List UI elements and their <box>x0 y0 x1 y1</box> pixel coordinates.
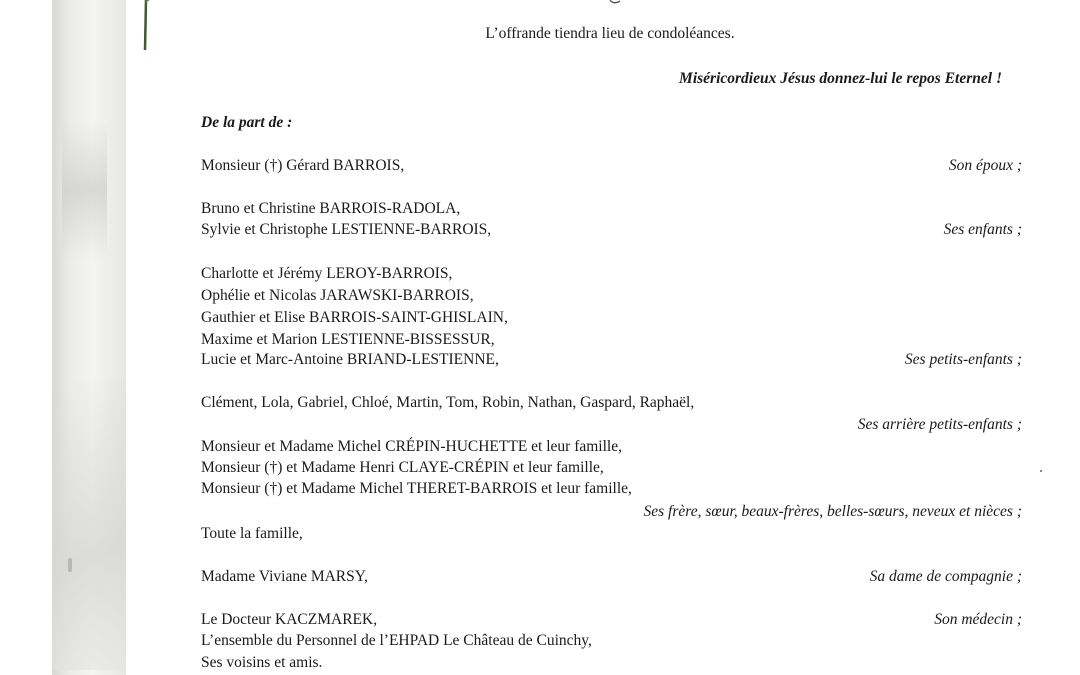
scan-speck <box>1040 470 1042 472</box>
dame-compagnie-name: Madame Viviane MARSY, <box>201 568 368 585</box>
petit-enfant-name: Lucie et Marc-Antoine BRIAND-LESTIENNE, <box>201 351 499 368</box>
de-la-part-heading: De la part de : <box>201 114 293 131</box>
prayer-line: Miséricordieux Jésus donnez-lui le repos Eternel ! <box>679 70 1002 87</box>
photo-shade <box>52 380 126 670</box>
petit-enfant-name: Maxime et Marion LESTIENNE-BISSESSUR, <box>201 331 495 348</box>
photo-shade <box>62 120 107 260</box>
petit-enfant-name: Gauthier et Elise BARROIS-SAINT-GHISLAIN, <box>201 309 508 326</box>
photo-speck <box>68 558 72 572</box>
medecin-role: Son médecin ; <box>934 611 1022 628</box>
dame-compagnie-role: Sa dame de compagnie ; <box>869 568 1022 585</box>
enfant-name: Sylvie et Christophe LESTIENNE-BARROIS, <box>201 221 492 238</box>
toute-la-famille: Toute la famille, <box>201 525 303 542</box>
photo-strip <box>52 0 126 675</box>
frere-soeur-name: Monsieur (†) et Madame Henri CLAYE-CRÉPIN et leur famille, <box>201 459 604 476</box>
offrande-line: L’offrande tiendra lieu de condoléances. <box>485 25 735 42</box>
arriere-petits-enfants-role: Ses arrière petits-enfants ; <box>857 416 1022 433</box>
medecin-name: Le Docteur KACZMAREK, <box>201 611 378 628</box>
petits-enfants-role: Ses petits-enfants ; <box>904 351 1022 368</box>
cropped-text-fragment <box>560 0 640 6</box>
enfant-name: Bruno et Christine BARROIS-RADOLA, <box>201 200 461 217</box>
petit-enfant-name: Ophélie et Nicolas JARAWSKI-BARROIS, <box>201 287 474 304</box>
frere-soeur-name: Monsieur (†) et Madame Michel THERET-BARROIS et leur famille, <box>201 480 632 497</box>
voisins-amis: Ses voisins et amis. <box>201 654 323 671</box>
petit-enfant-name: Charlotte et Jérémy LEROY-BARROIS, <box>201 265 453 282</box>
arriere-petits-enfants-names: Clément, Lola, Gabriel, Chloé, Martin, Tom, Robin, Nathan, Gaspard, Raphaël, <box>201 394 695 411</box>
freres-soeurs-role: Ses frère, sœur, beaux-frères, belles-sœurs, neveux et nièces ; <box>643 503 1022 520</box>
frere-soeur-name: Monsieur et Madame Michel CRÉPIN-HUCHETTE et leur famille, <box>201 438 622 455</box>
personnel-ehpad: L’ensemble du Personnel de l’EHPAD Le Château de Cuinchy, <box>201 632 592 649</box>
epoux-name: Monsieur (†) Gérard BARROIS, <box>201 157 405 174</box>
enfants-role: Ses enfants ; <box>943 221 1022 238</box>
epoux-role: Son époux ; <box>948 157 1022 174</box>
